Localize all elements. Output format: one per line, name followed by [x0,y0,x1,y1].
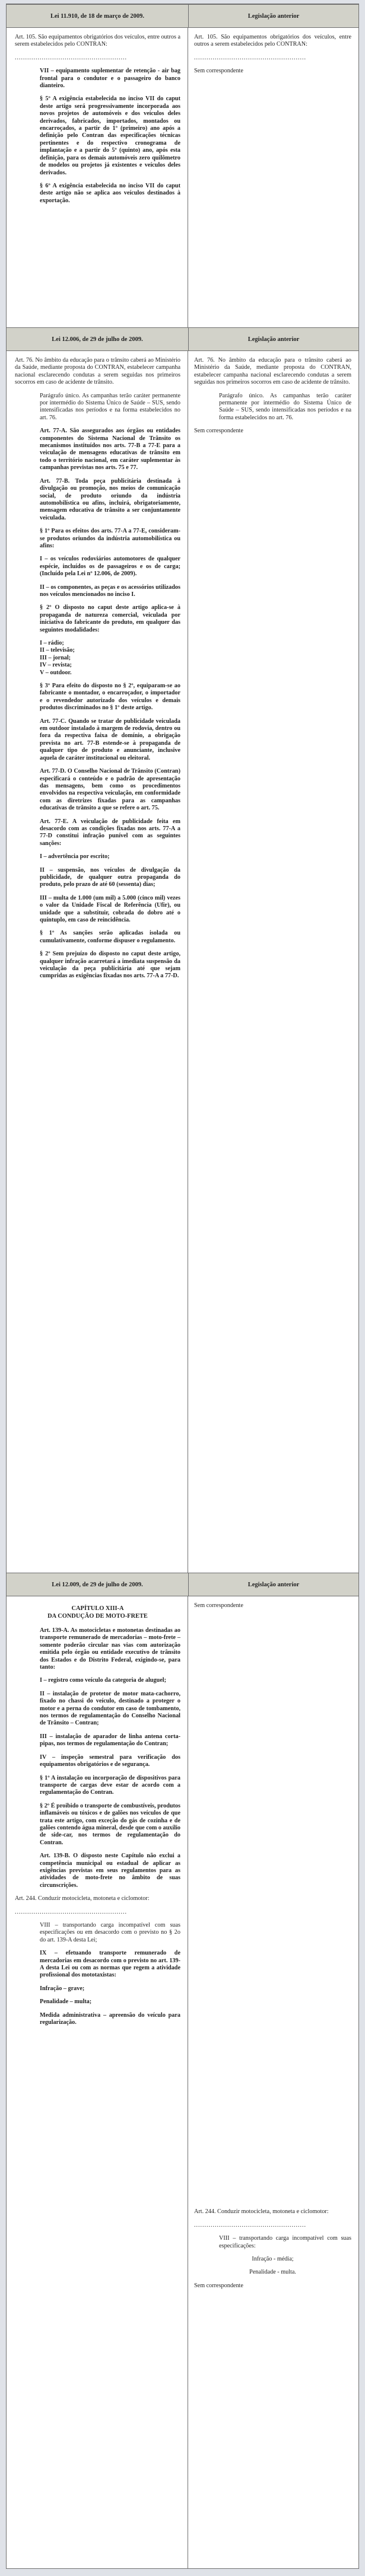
legal-paragraph: Art. 77-C. Quando se tratar de publicidade veiculada em outdoor instalado à margem de rodovia, dentro ou fora da respectiva faixa de domínio, a obrigação prevista no art. 77-B estende-se à propaganda de qualquer tipo de produto e anunciante, inclusive aquela de caráter institucional ou eleitoral. [40,718,180,761]
legal-paragraph: Penalidade – multa; [40,1998,92,2006]
section-header [7,1573,358,1596]
legal-paragraph: IX – efetuando transporte remunerado de mercadorias em desacordo com o previsto no art. 139-A desta Lei ou com as normas que regem a atividade profissional dos mototaxistas: [40,1950,180,1979]
legal-paragraph: Art. 77-E. A veiculação de publicidade feita em desacordo com as condições fixadas nos arts. 77-A a 77-D constitui infração punível com as seguintes sanções: [40,818,180,847]
new-law-column [7,1596,188,2569]
legal-paragraph: Art. 244. Conduzir motocicleta, motoneta e ciclomotor: [194,2208,329,2215]
legal-paragraph: II – instalação de protetor de motor mata-cachorro, fixado no chassi do veículo, destinado a proteger o motor e a perna do condutor em caso de tombamento, nos termos de regulamentação do Conselho Nacional de Trânsito – Contran; [40,1690,180,1727]
section-header [7,327,358,351]
legal-paragraph: § 5º A exigência estabelecida no inciso VII do caput deste artigo será progressivamente incorporada aos novos projetos de automóveis e dos veículos deles derivados, fabricados, importados, montados ou encarroçados, a partir do 1º (primeiro) ano após a definição pelo Contran das especificações técnicas pertinentes e do respectivo cronograma de implantação e a partir do 5º (quinto) ano, após esta definição, para os demais automóveis zero quilômetro de modelos ou projetos já existentes e veículos deles derivados. [40,95,180,176]
section-body [7,1596,358,2569]
legal-paragraph: Medida administrativa – apreensão do veículo para regularização. [40,2011,180,2026]
spacer [194,1615,351,2202]
legal-paragraph: § 1º Para os efeitos dos arts. 77-A a 77-E, consideram-se produtos oriundos da indústria automobilística ou afins: [40,528,180,549]
ellipsis-separator: ...................................................... [15,1908,127,1915]
ellipsis-separator: ...................................................... [15,54,127,61]
legal-paragraph: § 2º É proibido o transporte de combustíveis, produtos inflamáveis ou tóxicos e de galões nos veículos de que trata este artigo, com exceção do gás de cozinha e de galões contendo água mineral, desde que com o auxílio de side-car, nos termos de regulamentação do Contran. [40,1802,180,1846]
legal-paragraph: Sem correspondente [194,428,243,435]
law-title: Lei 12.006, de 29 de julho de 2009. [7,328,189,350]
legal-paragraph: Sem correspondente [194,1602,243,1609]
previous-law-column [188,28,358,327]
section-body [7,28,358,327]
legal-paragraph: III – multa de 1.000 (um mil) a 5.000 (cinco mil) vezes o valor da Unidade Fiscal de Referência (Ufir), ou unidade que a substituir, cobrada do dobro até o quíntuplo, em caso de reincidência. [40,894,180,923]
legal-paragraph: Sem correspondente [194,2282,243,2289]
legal-paragraph: VIII – transportando carga incompatível com suas especificações ou em desacordo com o previsto no § 2o do art. 139-A desta Lei; [40,1922,180,1943]
legal-paragraph: Art. 77-A. São assegurados aos órgãos ou entidades componentes do Sistema Nacional de Trânsito os mecanismos instituídos nos arts. 77-B a 77-E para a veiculação de mensagens educativas de trânsito em todo o território nacional, em caráter suplementar às campanhas previstas nos arts. 75 e 77. [40,428,180,471]
legal-paragraph: Sem correspondente [194,68,243,75]
legal-paragraph: II – os componentes, as peças e os acessórios utilizados nos veículos mencionados no inciso I. [40,584,180,598]
legal-paragraph: Art. 76. No âmbito da educação para o trânsito caberá ao Ministério da Saúde, mediante proposta do CONTRAN, estabelecer campanha nacional esclarecendo condutas a serem seguidas nos primeiros socorros em caso de acidente de trânsito. [15,357,180,386]
legal-paragraph: II – suspensão, nos veículos de divulgação da publicidade, de qualquer outra propaganda do produto, pelo prazo de até 60 (sessenta) dias; [40,866,180,888]
ellipsis-separator: ...................................................... [194,2221,306,2229]
legal-paragraph: I – registro como veículo da categoria de aluguel; [40,1677,166,1684]
legal-paragraph: III – instalação de aparador de linha antena corta-pipas, nos termos de regulamentação do Contran; [40,1733,180,1748]
section-body [7,351,358,1573]
legal-paragraph: Art. 77-D. O Conselho Nacional de Trânsito (Contran) especificará o conteúdo e o padrão de apresentação das mensagens, bem como os procedimentos envolvidos na respectiva veiculação, em conformidade com as diretrizes fixadas para as campanhas educativas de trânsito a que se refere o art. 75. [40,768,180,812]
legal-paragraph: § 1º A instalação ou incorporação de dispositivos para transporte de cargas deve estar de acordo com a regulamentação do Contran. [40,1774,180,1796]
section-header [7,4,358,28]
legal-paragraph: Penalidade - multa. [249,2269,296,2276]
legal-paragraph: VII – equipamento suplementar de retenção - air bag frontal para o condutor e o passageiro do banco dianteiro. [40,68,180,90]
legal-paragraph: VIII – transportando carga incompatível com suas especificações: [219,2235,351,2249]
chapter-title: CAPÍTULO XIII-A DA CONDUÇÃO DE MOTO-FRETE [47,1605,148,1619]
legal-paragraph: § 3º Para efeito do disposto no § 2º, equiparam-se ao fabricante o montador, o encarroçador, o importador e o revendedor autorizado dos veículos e demais produtos discriminados no § 1º deste artigo. [40,683,180,712]
law-title: Lei 12.009, de 29 de julho de 2009. [7,1573,189,1596]
legal-paragraph: Infração – grave; [40,1985,85,1992]
legal-paragraph: Infração - média; [252,2256,294,2263]
previous-legislation-title: Legislação anterior [247,1581,300,1588]
previous-legislation-title: Legislação anterior [247,336,300,343]
legal-paragraph: § 2º O disposto no caput deste artigo aplica-se à propaganda de natureza comercial, veiculada por iniciativa do fabricante do produto, em qualquer das seguintes modalidades: [40,604,180,633]
legal-paragraph: Parágrafo único. As campanhas terão caráter permanente por intermédio do Sistema Único de Saúde – SUS, sendo intensificadas nos períodos e na forma estabelecidos no art. 76. [219,392,351,421]
legal-paragraph: Art. 105. São equipamentos obrigatórios dos veículos, entre outros a serem estabelecidos pelo CONTRAN: [194,34,351,48]
legal-paragraph: Art. 139-A. As motocicletas e motonetas destinadas ao transporte remunerado de mercadorias – moto-frete – somente poderão circular nas vias com autorização emitida pelo órgão ou entidade executivo de trânsito dos Estados e do Distrito Federal, exigindo-se, para tanto: [40,1627,180,1671]
legal-paragraph: Art. 77-B. Toda peça publicitária destinada à divulgação ou promoção, nos meios de comunicação social, de produto oriundo da indústria automobilística ou afins, incluirá, obrigatoriamente, mensagem educativa de trânsito a ser conjuntamente veiculada. [40,477,180,521]
legal-paragraph: I – os veículos rodoviários automotores de qualquer espécie, incluídos os de passageiros e os de carga; (Incluído pela Lei nº 12.006, de 2009). [40,556,180,578]
previous-law-column [188,351,358,1573]
legal-paragraph: I – rádio; II – televisão; III – jornal; IV – revista; V – outdoor. [40,640,75,676]
law-title: Lei 11.910, de 18 de março de 2009. [7,5,189,27]
legal-paragraph: Parágrafo único. As campanhas terão caráter permanente por intermédio do Sistema Único de Saúde – SUS, sendo intensificadas nos períodos e na forma estabelecidos no art. 76. [40,392,180,421]
ellipsis-separator: ...................................................... [194,54,306,61]
legal-paragraph: Art. 76. No âmbito da educação para o trânsito caberá ao Ministério da Saúde, mediante proposta do CONTRAN, estabelecer campanha nacional esclarecendo condutas a serem seguidas nos primeiros socorros em caso de acidente de trânsito. [194,357,351,386]
comparison-document [6,4,359,2569]
legal-paragraph: § 2º Sem prejuízo do disposto no caput deste artigo, qualquer infração acarretará a imediata suspensão da veiculação da peça publicitária até que sejam cumpridas as exigências fixadas nos arts. 77-A a 77-D. [40,951,180,980]
previous-legislation-title: Legislação anterior [247,12,300,20]
legal-paragraph: I – advertência por escrito; [40,853,110,860]
legal-paragraph: IV – inspeção semestral para verificação dos equipamentos obrigatórios e de segurança. [40,1754,180,1768]
new-law-column [7,351,188,1573]
legal-paragraph: § 1º As sanções serão aplicadas isolada ou cumulativamente, conforme dispuser o regulamento. [40,930,180,944]
previous-law-column [188,1596,358,2569]
legal-paragraph: Art. 139-B. O disposto neste Capítulo não exclui a competência municipal ou estadual de aplicar as exigências previstas em seus regulamentos para as atividades de moto-frete no âmbito de suas circunscrições. [40,1853,180,1889]
legal-paragraph: § 6º A exigência estabelecida no inciso VII do caput deste artigo não se aplica aos veículos destinados à exportação. [40,182,180,204]
new-law-column [7,28,188,327]
legal-paragraph: Art. 105. São equipamentos obrigatórios dos veículos, entre outros a serem estabelecidos pelo CONTRAN: [15,34,180,48]
legal-paragraph: Art. 244. Conduzir motocicleta, motoneta e ciclomotor: [15,1895,150,1902]
